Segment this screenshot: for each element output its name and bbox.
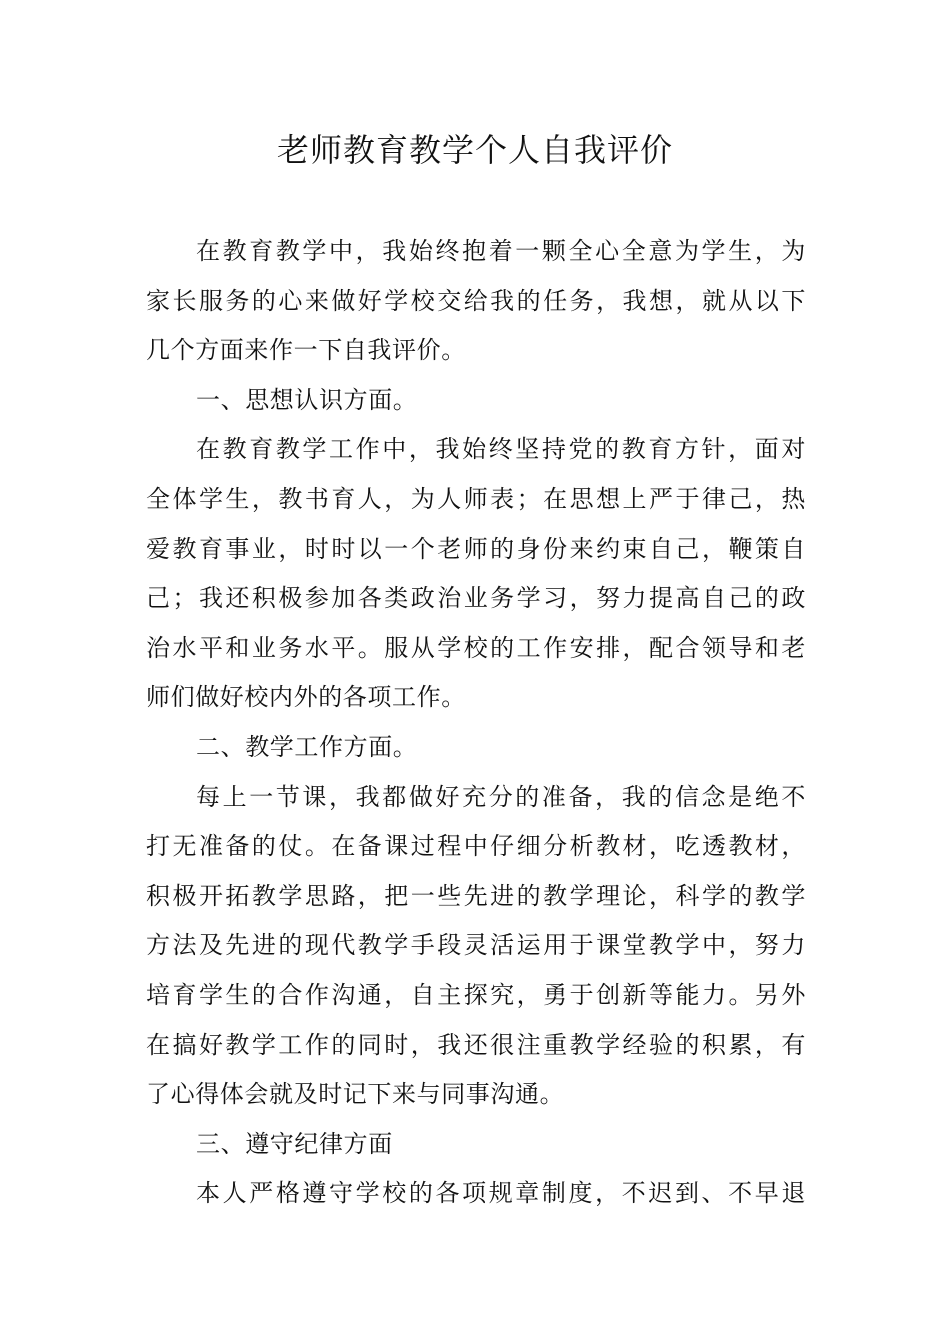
text-line: 几个方面来作一下自我评价。 xyxy=(146,336,466,365)
text-line: 家长服务的心来做好学校交给我的任务，我想，就从以下 xyxy=(146,286,806,315)
paragraph-discipline xyxy=(146,1169,806,1219)
text-line: 爱教育事业，时时以一个老师的身份来约束自己，鞭策自 xyxy=(146,534,806,563)
text-line: 三、遵守纪律方面 xyxy=(196,1129,393,1158)
text-line: 培育学生的合作沟通，自主探究，勇于创新等能力。另外 xyxy=(146,980,806,1009)
paragraph-teaching xyxy=(146,773,806,1120)
text-line: 方法及先进的现代教学手段灵活运用于课堂教学中，努力 xyxy=(146,931,806,960)
text-line: 一、思想认识方面。 xyxy=(196,385,418,414)
text-line: 己；我还积极参加各类政治业务学习，努力提高自己的政 xyxy=(146,584,806,613)
text-line: 在搞好教学工作的同时，我还很注重教学经验的积累，有 xyxy=(146,1030,806,1059)
text-line: 在教育教学中，我始终抱着一颗全心全意为学生，为 xyxy=(196,237,806,265)
paragraph-ideology xyxy=(146,425,806,723)
text-line: 每上一节课，我都做好充分的准备，我的信念是绝不 xyxy=(196,782,806,811)
text-line: 在教育教学工作中，我始终坚持党的教育方针，面对 xyxy=(196,435,806,464)
text-line: 了心得体会就及时记下来与同事沟通。 xyxy=(146,1080,565,1109)
document-title: 老师教育教学个人自我评价 xyxy=(276,131,673,169)
document-body xyxy=(146,227,806,1219)
paragraph-intro xyxy=(146,227,806,376)
text-line: 打无准备的仗。在备课过程中仔细分析教材，吃透教材， xyxy=(146,832,806,861)
text-line: 全体学生，教书育人，为人师表；在思想上严于律己，热 xyxy=(146,484,806,513)
section-heading-3 xyxy=(146,1120,806,1170)
section-heading-2 xyxy=(146,723,806,773)
text-line: 本人严格遵守学校的各项规章制度，不迟到、不早退 xyxy=(196,1179,806,1208)
section-heading-1 xyxy=(146,376,806,426)
text-line: 师们做好校内外的各项工作。 xyxy=(146,683,466,712)
text-line: 治水平和业务水平。服从学校的工作安排，配合领导和老 xyxy=(146,633,806,662)
text-line: 积极开拓教学思路，把一些先进的教学理论，科学的教学 xyxy=(146,881,806,910)
text-line: 二、教学工作方面。 xyxy=(196,732,418,761)
